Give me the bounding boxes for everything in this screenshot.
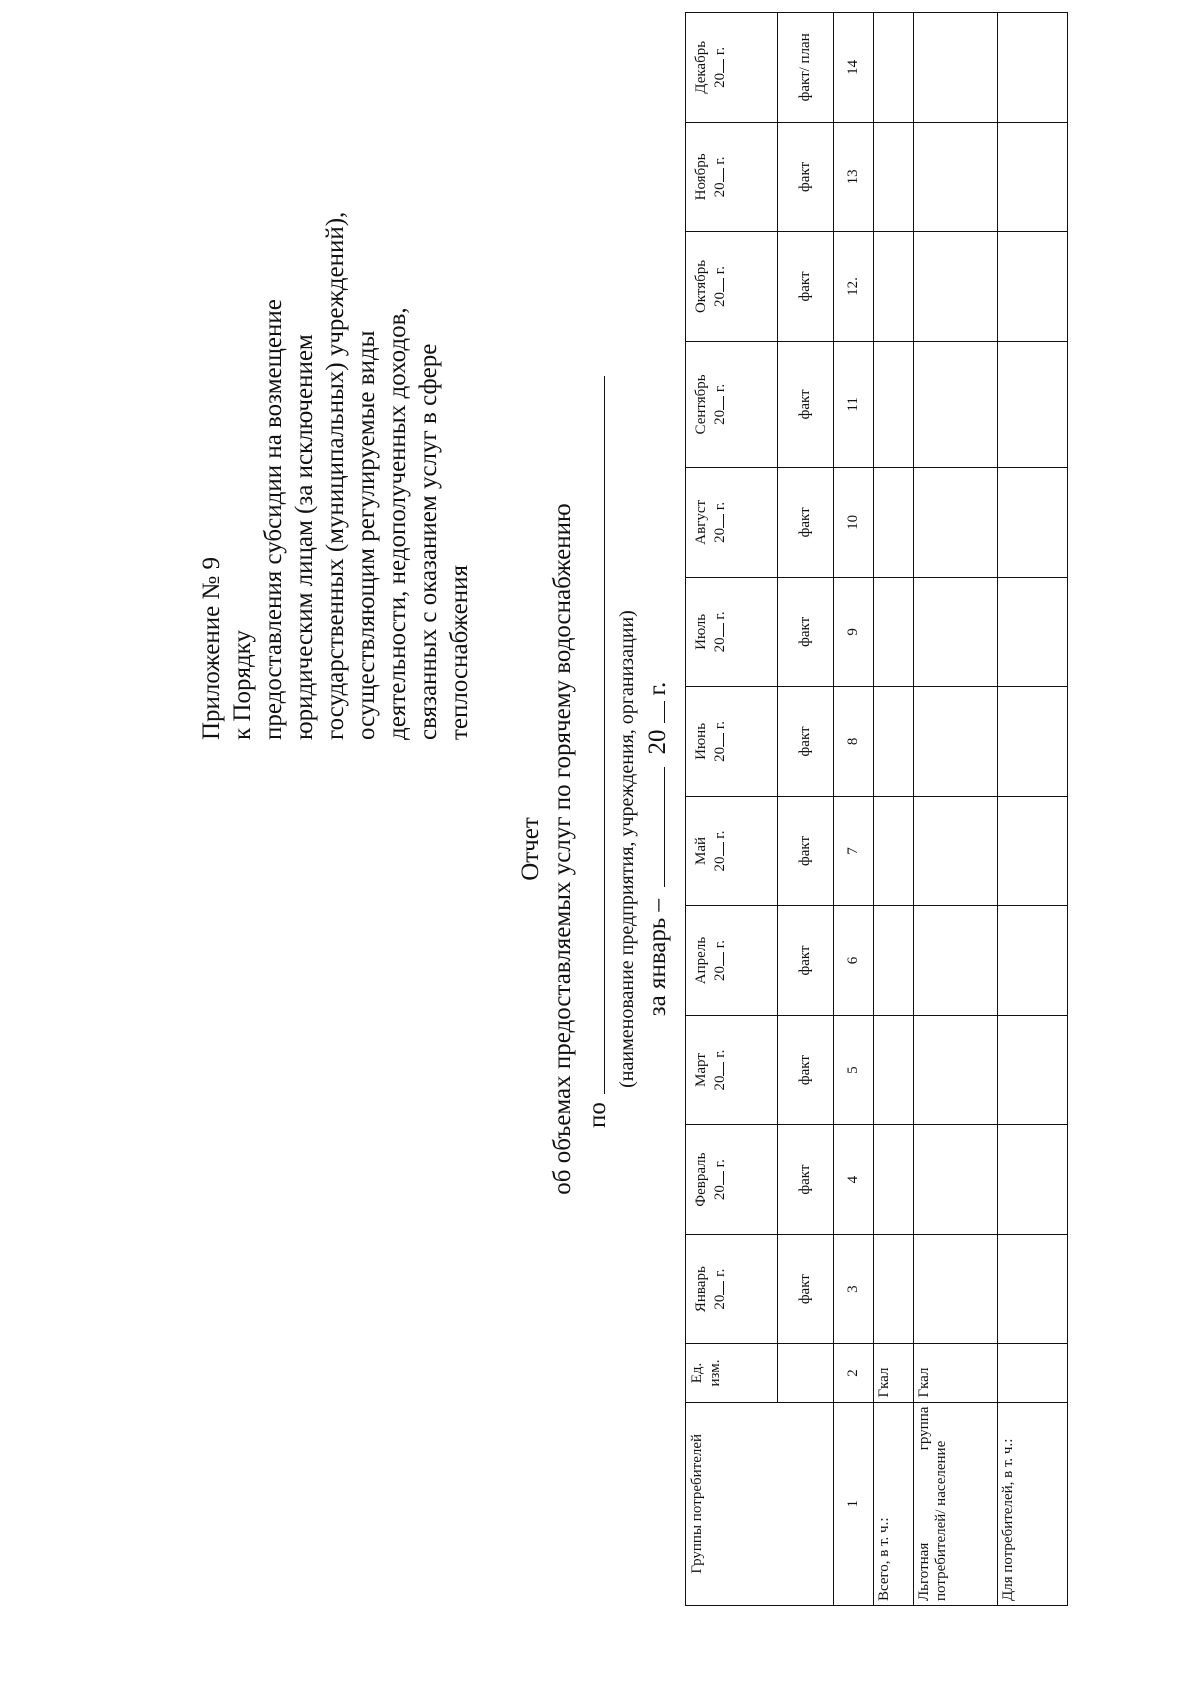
row-label: Для потребителей, в т. ч.: (998, 1402, 1068, 1605)
table-cell[interactable] (998, 341, 1068, 467)
table-cell[interactable] (998, 687, 1068, 797)
table-cell[interactable] (874, 1125, 914, 1235)
year-prefix: 20 (712, 1075, 728, 1091)
year-prefix: 20 (712, 966, 728, 981)
table-cell[interactable] (998, 1234, 1068, 1344)
year-blank (710, 623, 724, 637)
header-month (686, 122, 778, 232)
table-cell[interactable] (874, 13, 914, 123)
header-month (686, 1125, 778, 1235)
row-unit (998, 1344, 1068, 1402)
year-suffix: г. (712, 720, 728, 730)
table-cell[interactable] (914, 577, 998, 687)
col-number-unit: 2 (834, 1344, 874, 1402)
month-name: Апрель (693, 936, 709, 985)
year-prefix: 20 (712, 637, 728, 653)
period-prefix: за январь – (644, 898, 671, 1017)
report-title: Отчет (517, 817, 544, 881)
year-suffix: г. (712, 383, 728, 393)
table-cell[interactable] (874, 1015, 914, 1125)
table-cell[interactable] (998, 13, 1068, 123)
year-prefix: 20 (712, 1185, 728, 1201)
col-number: 7 (834, 796, 874, 906)
month-name: Январь (693, 1266, 709, 1313)
month-year (710, 691, 729, 792)
table-cell[interactable] (874, 341, 914, 467)
table-cell[interactable] (914, 687, 998, 797)
row-label: Льготная группа потребителей/ население (914, 1402, 998, 1605)
month-name: Март (693, 1053, 709, 1087)
table-cell[interactable] (998, 1015, 1068, 1125)
header-month (686, 341, 778, 467)
report-subtitle: об объемах предоставляемых услуг по горячему водоснабжению (549, 503, 576, 1195)
table-cell[interactable] (914, 468, 998, 578)
month-year (710, 17, 729, 118)
appendix-line: осуществляющим регулируемые виды (353, 330, 380, 740)
header-fact: факт (778, 796, 834, 906)
year-prefix: 20 (712, 182, 728, 198)
table-cell[interactable] (914, 796, 998, 906)
header-unit-empty (778, 1344, 834, 1402)
year-suffix: г. (712, 501, 728, 511)
period-line (644, 0, 672, 1698)
year-blank (710, 278, 724, 292)
table-cell[interactable] (998, 468, 1068, 578)
month-year (710, 346, 729, 463)
header-fact: факт (778, 122, 834, 232)
col-number: 9 (834, 577, 874, 687)
appendix-line: к Порядку (229, 630, 256, 740)
report-table (685, 12, 1068, 1606)
table-row (874, 13, 914, 1606)
year-suffix: г. (712, 940, 728, 949)
month-year (710, 1020, 729, 1121)
table-cell[interactable] (998, 796, 1068, 906)
header-fact: факт (778, 577, 834, 687)
table-cell[interactable] (914, 232, 998, 342)
col-number: 14 (834, 13, 874, 123)
appendix-line: государственных (муниципальных) учреждений), (322, 211, 349, 740)
month-name: Август (693, 499, 709, 545)
header-fact: факт (778, 341, 834, 467)
table-cell[interactable] (998, 122, 1068, 232)
organization-blank-field[interactable] (582, 376, 605, 1094)
month-year (710, 472, 729, 573)
row-unit: Гкал (914, 1344, 998, 1402)
row-label: Всего, в т. ч.: (874, 1402, 914, 1605)
year-blank (710, 733, 724, 747)
organization-caption: (наименование предприятия, учреждения, организации) (616, 610, 638, 1088)
header-fact: факт (778, 1125, 834, 1235)
appendix-line: связанных с оказанием услуг в сфере (415, 343, 442, 740)
table-cell[interactable] (914, 1125, 998, 1235)
year-suffix: г. (712, 830, 728, 839)
table-cell[interactable] (998, 1125, 1068, 1235)
month-name: Декабрь (693, 40, 709, 94)
month-year (710, 236, 729, 337)
year-blank (710, 1281, 724, 1295)
table-cell[interactable] (998, 577, 1068, 687)
month-name: Июль (693, 613, 709, 650)
appendix-line: юридическим лицам (за исключением (291, 334, 318, 740)
year-prefix: 20 (712, 746, 728, 762)
year-prefix: 20 (712, 72, 728, 88)
year-prefix: 20 (712, 1294, 728, 1310)
table-cell[interactable] (874, 468, 914, 578)
appendix-line: деятельности, недополученных доходов, (384, 307, 411, 740)
col-number: 13 (834, 122, 874, 232)
month-name: Октябрь (693, 259, 709, 314)
year-suffix: г. (712, 46, 728, 56)
table-cell[interactable] (874, 577, 914, 687)
col-number: 10 (834, 468, 874, 578)
table-cell[interactable] (914, 1015, 998, 1125)
table-cell[interactable] (914, 1234, 998, 1344)
table-cell[interactable] (998, 232, 1068, 342)
year-prefix: 20 (712, 856, 728, 872)
table-cell[interactable] (874, 796, 914, 906)
table-cell[interactable] (914, 906, 998, 1016)
year-suffix: г. (712, 1268, 728, 1277)
header-fact: факт/ план (778, 13, 834, 123)
period-year-blank[interactable] (644, 701, 665, 723)
month-year (710, 1239, 729, 1340)
table-cell[interactable] (998, 906, 1068, 1016)
table-cell[interactable] (914, 341, 998, 467)
table-cell[interactable] (874, 1234, 914, 1344)
table-cell[interactable] (914, 122, 998, 232)
table-cell[interactable] (874, 906, 914, 1016)
header-month (686, 1015, 778, 1125)
year-prefix: 20 (712, 527, 728, 543)
table-number-row (834, 13, 874, 1606)
year-prefix: 20 (712, 291, 728, 307)
header-month (686, 906, 778, 1016)
year-prefix: 20 (712, 409, 728, 425)
table-row (998, 13, 1068, 1606)
month-name: Ноябрь (693, 153, 709, 201)
year-suffix: г. (712, 611, 728, 620)
col-number: 5 (834, 1015, 874, 1125)
col-number: 11 (834, 341, 874, 467)
year-blank (710, 168, 724, 182)
month-name: Сентябрь (693, 374, 709, 435)
appendix-line: Приложение № 9 (198, 556, 225, 740)
year-blank (710, 952, 724, 966)
header-month (686, 687, 778, 797)
header-month (686, 468, 778, 578)
header-unit: Ед. изм. (686, 1344, 778, 1402)
month-year (710, 582, 729, 683)
table-header-row (686, 13, 778, 1606)
header-fact: факт (778, 687, 834, 797)
col-number: 6 (834, 906, 874, 1016)
table-subheader-row (778, 13, 834, 1606)
table-cell[interactable] (874, 687, 914, 797)
table-row (914, 13, 998, 1606)
month-name: Май (693, 836, 709, 865)
appendix-line: теплоснабжения (446, 565, 473, 740)
month-name: Июнь (693, 722, 709, 760)
header-month (686, 796, 778, 906)
month-year (710, 801, 729, 902)
year-blank (710, 514, 724, 528)
period-suffix: г. (644, 681, 671, 696)
organization-line (582, 376, 612, 1128)
header-month (686, 577, 778, 687)
year-blank (710, 842, 724, 856)
month-year (710, 910, 729, 1011)
period-year: 20 (644, 729, 671, 755)
col-number: 3 (834, 1234, 874, 1344)
year-blank (710, 59, 724, 73)
appendix-line: предоставления субсидии на возмещение (260, 299, 287, 740)
table-cell[interactable] (914, 13, 998, 123)
header-month (686, 1234, 778, 1344)
year-suffix: г. (712, 1159, 728, 1168)
header-fact: факт (778, 468, 834, 578)
month-year (710, 127, 729, 228)
header-month (686, 232, 778, 342)
month-year (710, 1129, 729, 1230)
header-fact: факт (778, 1015, 834, 1125)
col-number-group: 1 (834, 1402, 874, 1605)
year-blank (710, 1171, 724, 1185)
header-consumer-groups: Группы потребителей (686, 1402, 834, 1605)
year-suffix: г. (712, 156, 728, 165)
row-unit: Гкал (874, 1344, 914, 1402)
year-suffix: г. (712, 1049, 728, 1058)
table-cell[interactable] (874, 122, 914, 232)
month-name: Февраль (693, 1152, 709, 1207)
appendix-block (196, 40, 475, 740)
year-blank (710, 396, 724, 410)
header-fact: факт (778, 232, 834, 342)
year-blank (710, 1062, 724, 1076)
year-suffix: г. (712, 265, 728, 275)
table-cell[interactable] (874, 232, 914, 342)
period-month-blank[interactable] (644, 767, 665, 887)
col-number: 8 (834, 687, 874, 797)
header-fact: факт (778, 1234, 834, 1344)
header-fact: факт (778, 906, 834, 1016)
col-number: 12. (834, 232, 874, 342)
col-number: 4 (834, 1125, 874, 1235)
header-month (686, 13, 778, 123)
org-prefix: по (584, 1102, 611, 1128)
